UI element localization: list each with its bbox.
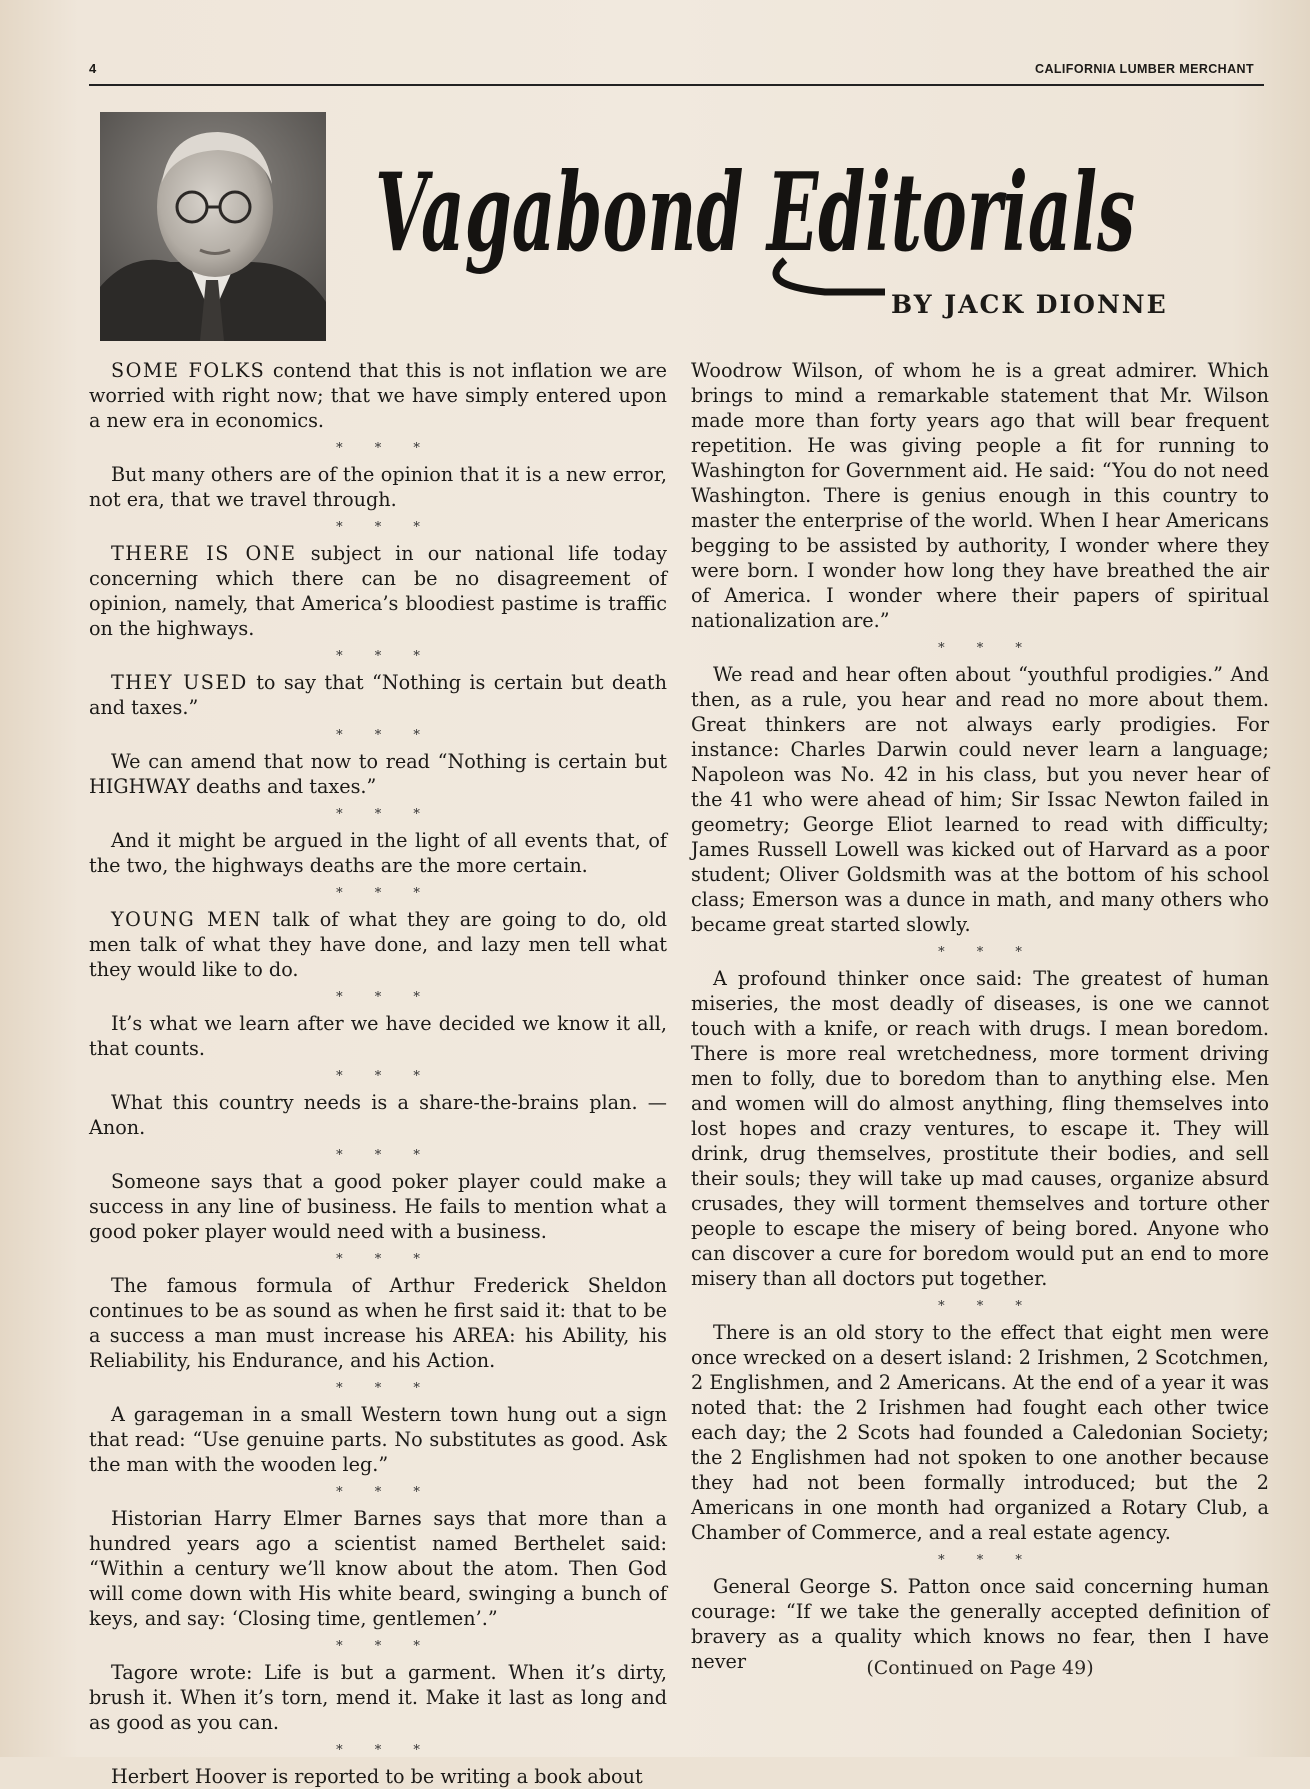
page-header bbox=[89, 58, 1264, 86]
editorial-paragraph bbox=[89, 1169, 667, 1244]
editorial-paragraph bbox=[691, 966, 1269, 1291]
section-separator: * * * bbox=[336, 886, 434, 901]
continued-notice: (Continued on Page 49) bbox=[866, 1657, 1094, 1679]
paragraph-text: What this country needs is a share-the-brains plan. —Anon. bbox=[89, 1091, 667, 1139]
editorial-paragraph bbox=[89, 1660, 667, 1735]
author-photo bbox=[100, 112, 326, 341]
editorial-paragraph bbox=[89, 1273, 667, 1373]
editorial-paragraph bbox=[89, 1011, 667, 1061]
left-column bbox=[89, 358, 667, 1789]
paragraph-text: And it might be argued in the light of all events that, of the two, the highways deaths are the more certain. bbox=[89, 829, 667, 877]
section-separator: * * * bbox=[336, 1252, 434, 1267]
editorial-paragraph bbox=[89, 749, 667, 799]
editorial-paragraph bbox=[89, 828, 667, 878]
paragraph-text: The famous formula of Arthur Frederick Sheldon continues to be as sound as when he first said it: that to be a success a man must increase his AREA: his Ability, his Reliability, his Endurance, and his Action. bbox=[89, 1274, 667, 1372]
section-separator: * * * bbox=[336, 807, 434, 822]
byline: BY JACK DIONNE bbox=[891, 290, 1168, 319]
editorial-paragraph bbox=[89, 462, 667, 512]
section-separator: * * * bbox=[938, 1553, 1036, 1568]
paragraph-text: A profound thinker once said: The greatest of human miseries, the most deadly of diseases, is one we cannot touch with a knife, or reach with drugs. I mean boredom. There is more real wretchedness, more torment driving men to folly, due to boredom than to anything else. Men and women will do almost anything, fling themselves into lost hopes and crazy ventures, to escape it. They will drink, drug themselves, prostitute their bodies, and sell their souls; they will take up mad causes, organize absurd crusades, they will torment themselves and torture other people to escape the misery of being bored. Anyone who can discover a cure for boredom would put an end to more misery than all doctors put together. bbox=[691, 967, 1269, 1290]
page-number: 4 bbox=[89, 61, 97, 76]
section-separator: * * * bbox=[336, 1485, 434, 1500]
editorial-paragraph bbox=[691, 662, 1269, 937]
editorial-paragraph bbox=[89, 670, 667, 720]
publication-title: CALIFORNIA LUMBER MERCHANT bbox=[1035, 62, 1254, 76]
section-separator: * * * bbox=[336, 441, 434, 456]
paragraph-text: Historian Harry Elmer Barnes says that more than a hundred years ago a scientist named Berthelet said: “Within a century we’ll know about the atom. Then God will come down with His white beard, swinging a bunch of keys, and say: ‘Closing time, gentlemen’.” bbox=[89, 1507, 667, 1630]
editorial-paragraph bbox=[89, 1506, 667, 1631]
section-separator: * * * bbox=[938, 945, 1036, 960]
paragraph-text: Tagore wrote: Life is but a garment. When it’s dirty, brush it. When it’s torn, mend it. Make it last as long and as good as you can. bbox=[89, 1661, 667, 1734]
section-separator: * * * bbox=[938, 641, 1036, 656]
section-separator: * * * bbox=[336, 1381, 434, 1396]
editorial-paragraph bbox=[691, 1320, 1269, 1545]
section-separator: * * * bbox=[938, 1299, 1036, 1314]
paragraph-text: We read and hear often about “youthful prodigies.” And then, as a rule, you hear and read no more about them. Great thinkers are not always early prodigies. For instance: Charles Darwin could never learn a language; Napoleon was No. 42 in his class, but you never hear of the 41 who were ahead of him; Sir Issac Newton failed in geometry; George Eliot learned to read with difficulty; James Russell Lowell was kicked out of Harvard as a poor student; Oliver Goldsmith was at the bottom of his school class; Emerson was a dunce in math, and many others who became great started slowly. bbox=[691, 663, 1269, 936]
paragraph-lead-in: THERE IS ONE bbox=[111, 542, 297, 565]
section-separator: * * * bbox=[336, 1148, 434, 1163]
paragraph-text: Woodrow Wilson, of whom he is a great admirer. Which brings to mind a remarkable statement that Mr. Wilson made more than forty years ago that will bear frequent repetition. He was giving people a fit for running to Washington for Government aid. He said: “You do not need Washington. There is genius enough in this country to master the enterprise of the world. When I hear Americans begging to be assisted by authority, I wonder where they were born. I wonder how long they have breathed the air of America. I wonder where their papers of spiritual nationalization are.” bbox=[691, 359, 1269, 632]
editorial-paragraph bbox=[89, 1402, 667, 1477]
editorial-paragraph bbox=[89, 1764, 667, 1789]
section-separator: * * * bbox=[336, 1743, 434, 1758]
section-separator: * * * bbox=[336, 1639, 434, 1654]
paragraph-text: It’s what we learn after we have decided we know it all, that counts. bbox=[89, 1012, 667, 1060]
editorial-paragraph bbox=[691, 358, 1269, 633]
editorial-paragraph bbox=[89, 541, 667, 641]
paragraph-text: We can amend that now to read “Nothing is certain but HIGHWAY deaths and taxes.” bbox=[89, 750, 667, 798]
section-separator: * * * bbox=[336, 1069, 434, 1084]
editorial-paragraph bbox=[89, 1090, 667, 1140]
paragraph-text: A garageman in a small Western town hung out a sign that read: “Use genuine parts. No substitutes as good. Ask the man with the wooden leg.” bbox=[89, 1403, 667, 1476]
editorial-paragraph bbox=[89, 907, 667, 982]
paragraph-text: to say that “Nothing is certain but death and taxes.” bbox=[89, 671, 667, 719]
paragraph-lead-in: YOUNG MEN bbox=[111, 908, 263, 931]
paragraph-text: Someone says that a good poker player could make a success in any line of business. He fails to mention what a good poker player would need with a business. bbox=[89, 1170, 667, 1243]
editorial-paragraph bbox=[89, 358, 667, 433]
section-separator: * * * bbox=[336, 649, 434, 664]
paragraph-text: There is an old story to the effect that eight men were once wrecked on a desert island: 2 Irishmen, 2 Scotchmen, 2 Englishmen, and 2 Americans. At the end of a year it was noted that: the 2 Irishmen had fought each other twice each day; the 2 Scots had founded a Caledonian Society; the 2 Englishmen had not spoken to one another because they had not been formally introduced; but the 2 Americans in one month had organized a Rotary Club, a Chamber of Commerce, and a real estate agency. bbox=[691, 1321, 1269, 1544]
paragraph-text: subject in our national life today concerning which there can be no disagreement of opinion, namely, that America’s bloodiest pastime is traffic on the highways. bbox=[89, 542, 667, 640]
paragraph-lead-in: SOME FOLKS bbox=[111, 359, 266, 382]
section-separator: * * * bbox=[336, 728, 434, 743]
paragraph-text: Herbert Hoover is reported to be writing a book about bbox=[111, 1765, 643, 1788]
paragraph-text: contend that this is not inflation we are worried with right now; that we have simply entered upon a new era in economics. bbox=[89, 359, 667, 432]
masthead-title: Vagabond Editorials bbox=[375, 150, 1135, 276]
paragraph-text: General George S. Patton once said concerning human courage: “If we take the generally accepted definition of bravery as a quality which knows no fear, then I have never bbox=[691, 1575, 1269, 1673]
right-column bbox=[691, 358, 1269, 1674]
paragraph-text: talk of what they are going to do, old men talk of what they have done, and lazy men tell what they would like to do. bbox=[89, 908, 667, 981]
paragraph-lead-in: THEY USED bbox=[111, 671, 248, 694]
paragraph-text: But many others are of the opinion that it is a new error, not era, that we travel through. bbox=[89, 463, 667, 511]
section-separator: * * * bbox=[336, 520, 434, 535]
section-separator: * * * bbox=[336, 990, 434, 1005]
